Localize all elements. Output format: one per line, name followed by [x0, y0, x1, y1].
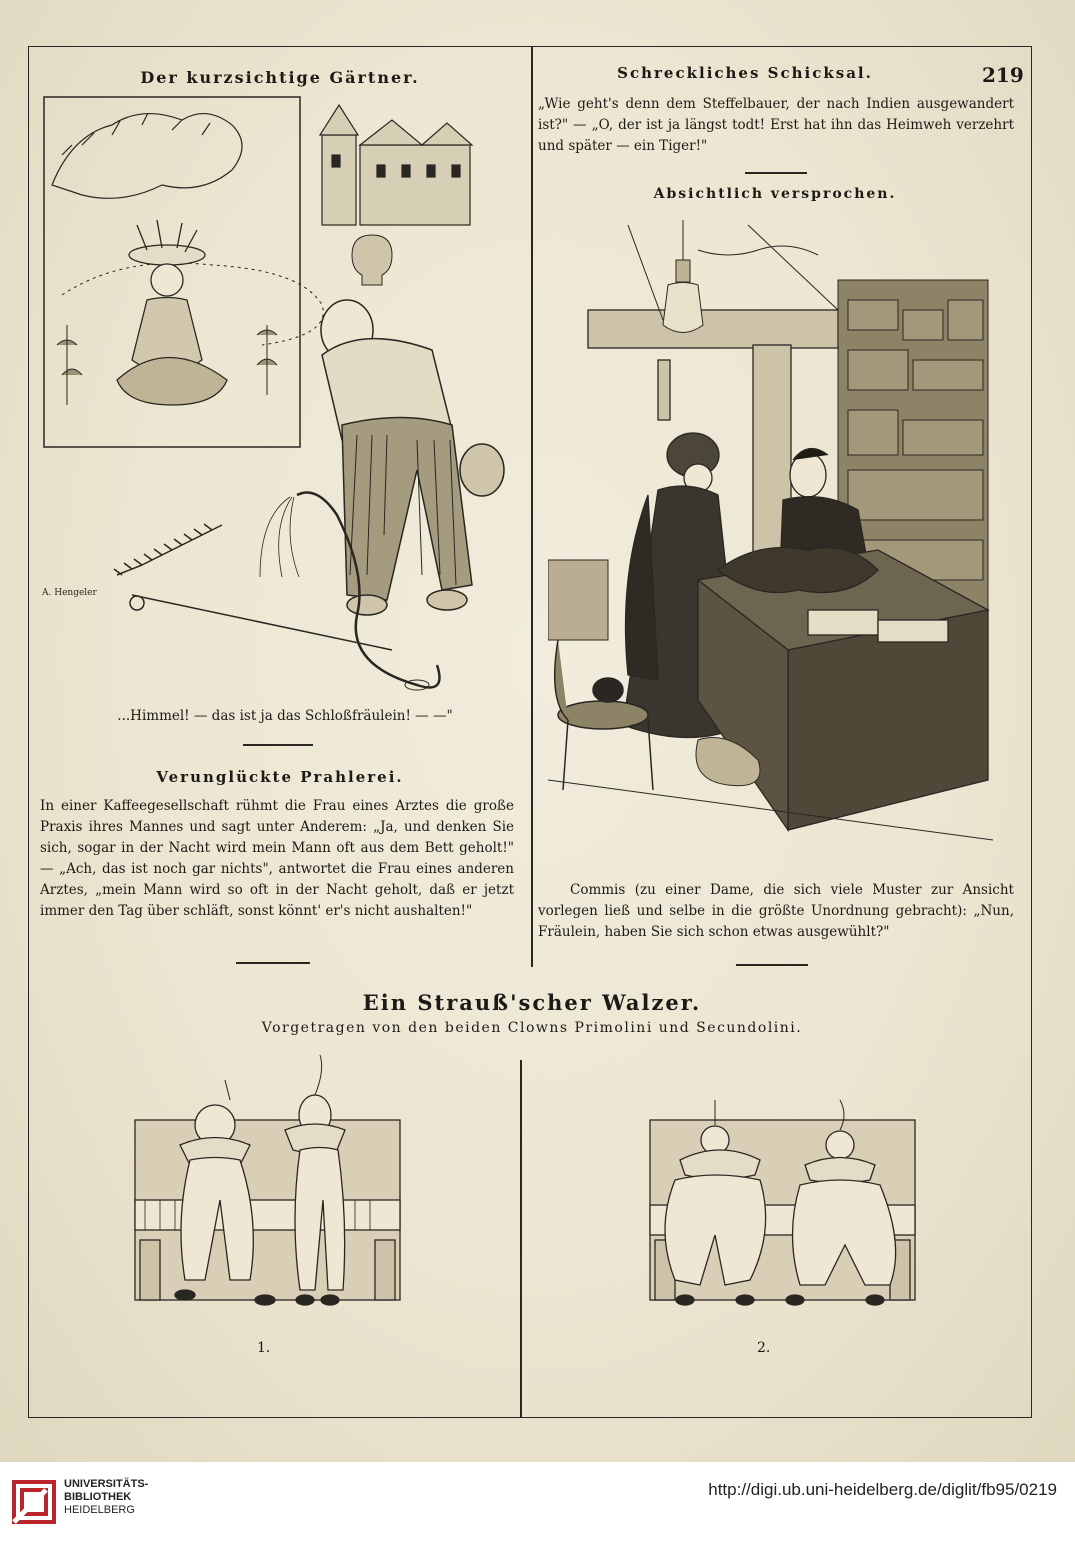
- story-text: In einer Kaffeegesellschaft rühmt die Frau eines Arztes die große Praxis ihres Mannes und sagt unter Anderem: „Ja, und denken Sie sich, sogar in der Nacht wird mein Mann oft aus dem Bett geholt!" — „Ach, das ist noch gar nichts", antwortet die Frau eines anderen Arztes, „mein Mann wird so oft in der Nacht geholt, daß er jetzt immer den Tag über schläft, sonst könnt' er's nicht aushalten!": [40, 798, 514, 919]
- column-divider-top: [531, 47, 533, 967]
- panel-2-label: 2.: [757, 1340, 771, 1356]
- joke-text: „Wie geht's denn dem Steffelbauer, der nach Indien ausgewandert ist?" — „O, der ist ja längst todt! Erst hat ihn das Heimweh verzehrt und später — ein Tiger!": [538, 96, 1014, 154]
- shop-cartoon-illustration: [548, 220, 993, 855]
- source-url-link[interactable]: http://digi.ub.uni-heidelberg.de/diglit/fb95/0219: [708, 1480, 1057, 1499]
- gardener-cartoon-illustration: [42, 95, 522, 705]
- university-library-logo-icon: [8, 1474, 60, 1526]
- separator-right-2: [736, 964, 808, 966]
- clowns-panel-1-illustration: [120, 1050, 410, 1325]
- cartoon1-caption: ...Himmel! — das ist ja das Schloßfräulein! — —": [117, 708, 453, 724]
- separator-right-1: [745, 172, 807, 174]
- library-footer: [0, 1462, 1075, 1542]
- cartoon2-caption: Commis (zu einer Dame, die sich viele Muster zur Ansicht vorlegen ließ und selbe in die größte Unordnung gebracht): „Nun, Fräulein, haben Sie sich schon etwas ausgewühlt?": [538, 882, 1014, 940]
- cartoon1-title: Der kurzsichtige Gärtner.: [140, 68, 420, 87]
- separator-left-2: [236, 962, 310, 964]
- joke-title: Schreckliches Schicksal.: [617, 64, 873, 82]
- library-name-line-2: BIBLIOTHEK: [64, 1491, 132, 1503]
- panel-1-label: 1.: [257, 1340, 271, 1356]
- waltz-subtitle: Vorgetragen von den beiden Clowns Primolini und Secundolini.: [261, 1020, 803, 1036]
- library-name-line-3: HEIDELBERG: [64, 1504, 135, 1516]
- waltz-title: Ein Strauß'scher Walzer.: [362, 990, 702, 1015]
- story-title: Verunglückte Prahlerei.: [156, 768, 404, 786]
- separator-left-1: [243, 744, 313, 746]
- cartoon2-title: Absichtlich versprochen.: [653, 186, 897, 202]
- library-name-line-1: UNIVERSITÄTS-: [64, 1478, 149, 1490]
- page-number: 219: [982, 63, 1024, 87]
- cartoon1-signature: A. Hengeler: [42, 588, 97, 598]
- column-divider-bottom: [520, 1060, 522, 1417]
- clowns-panel-2-illustration: [635, 1090, 920, 1325]
